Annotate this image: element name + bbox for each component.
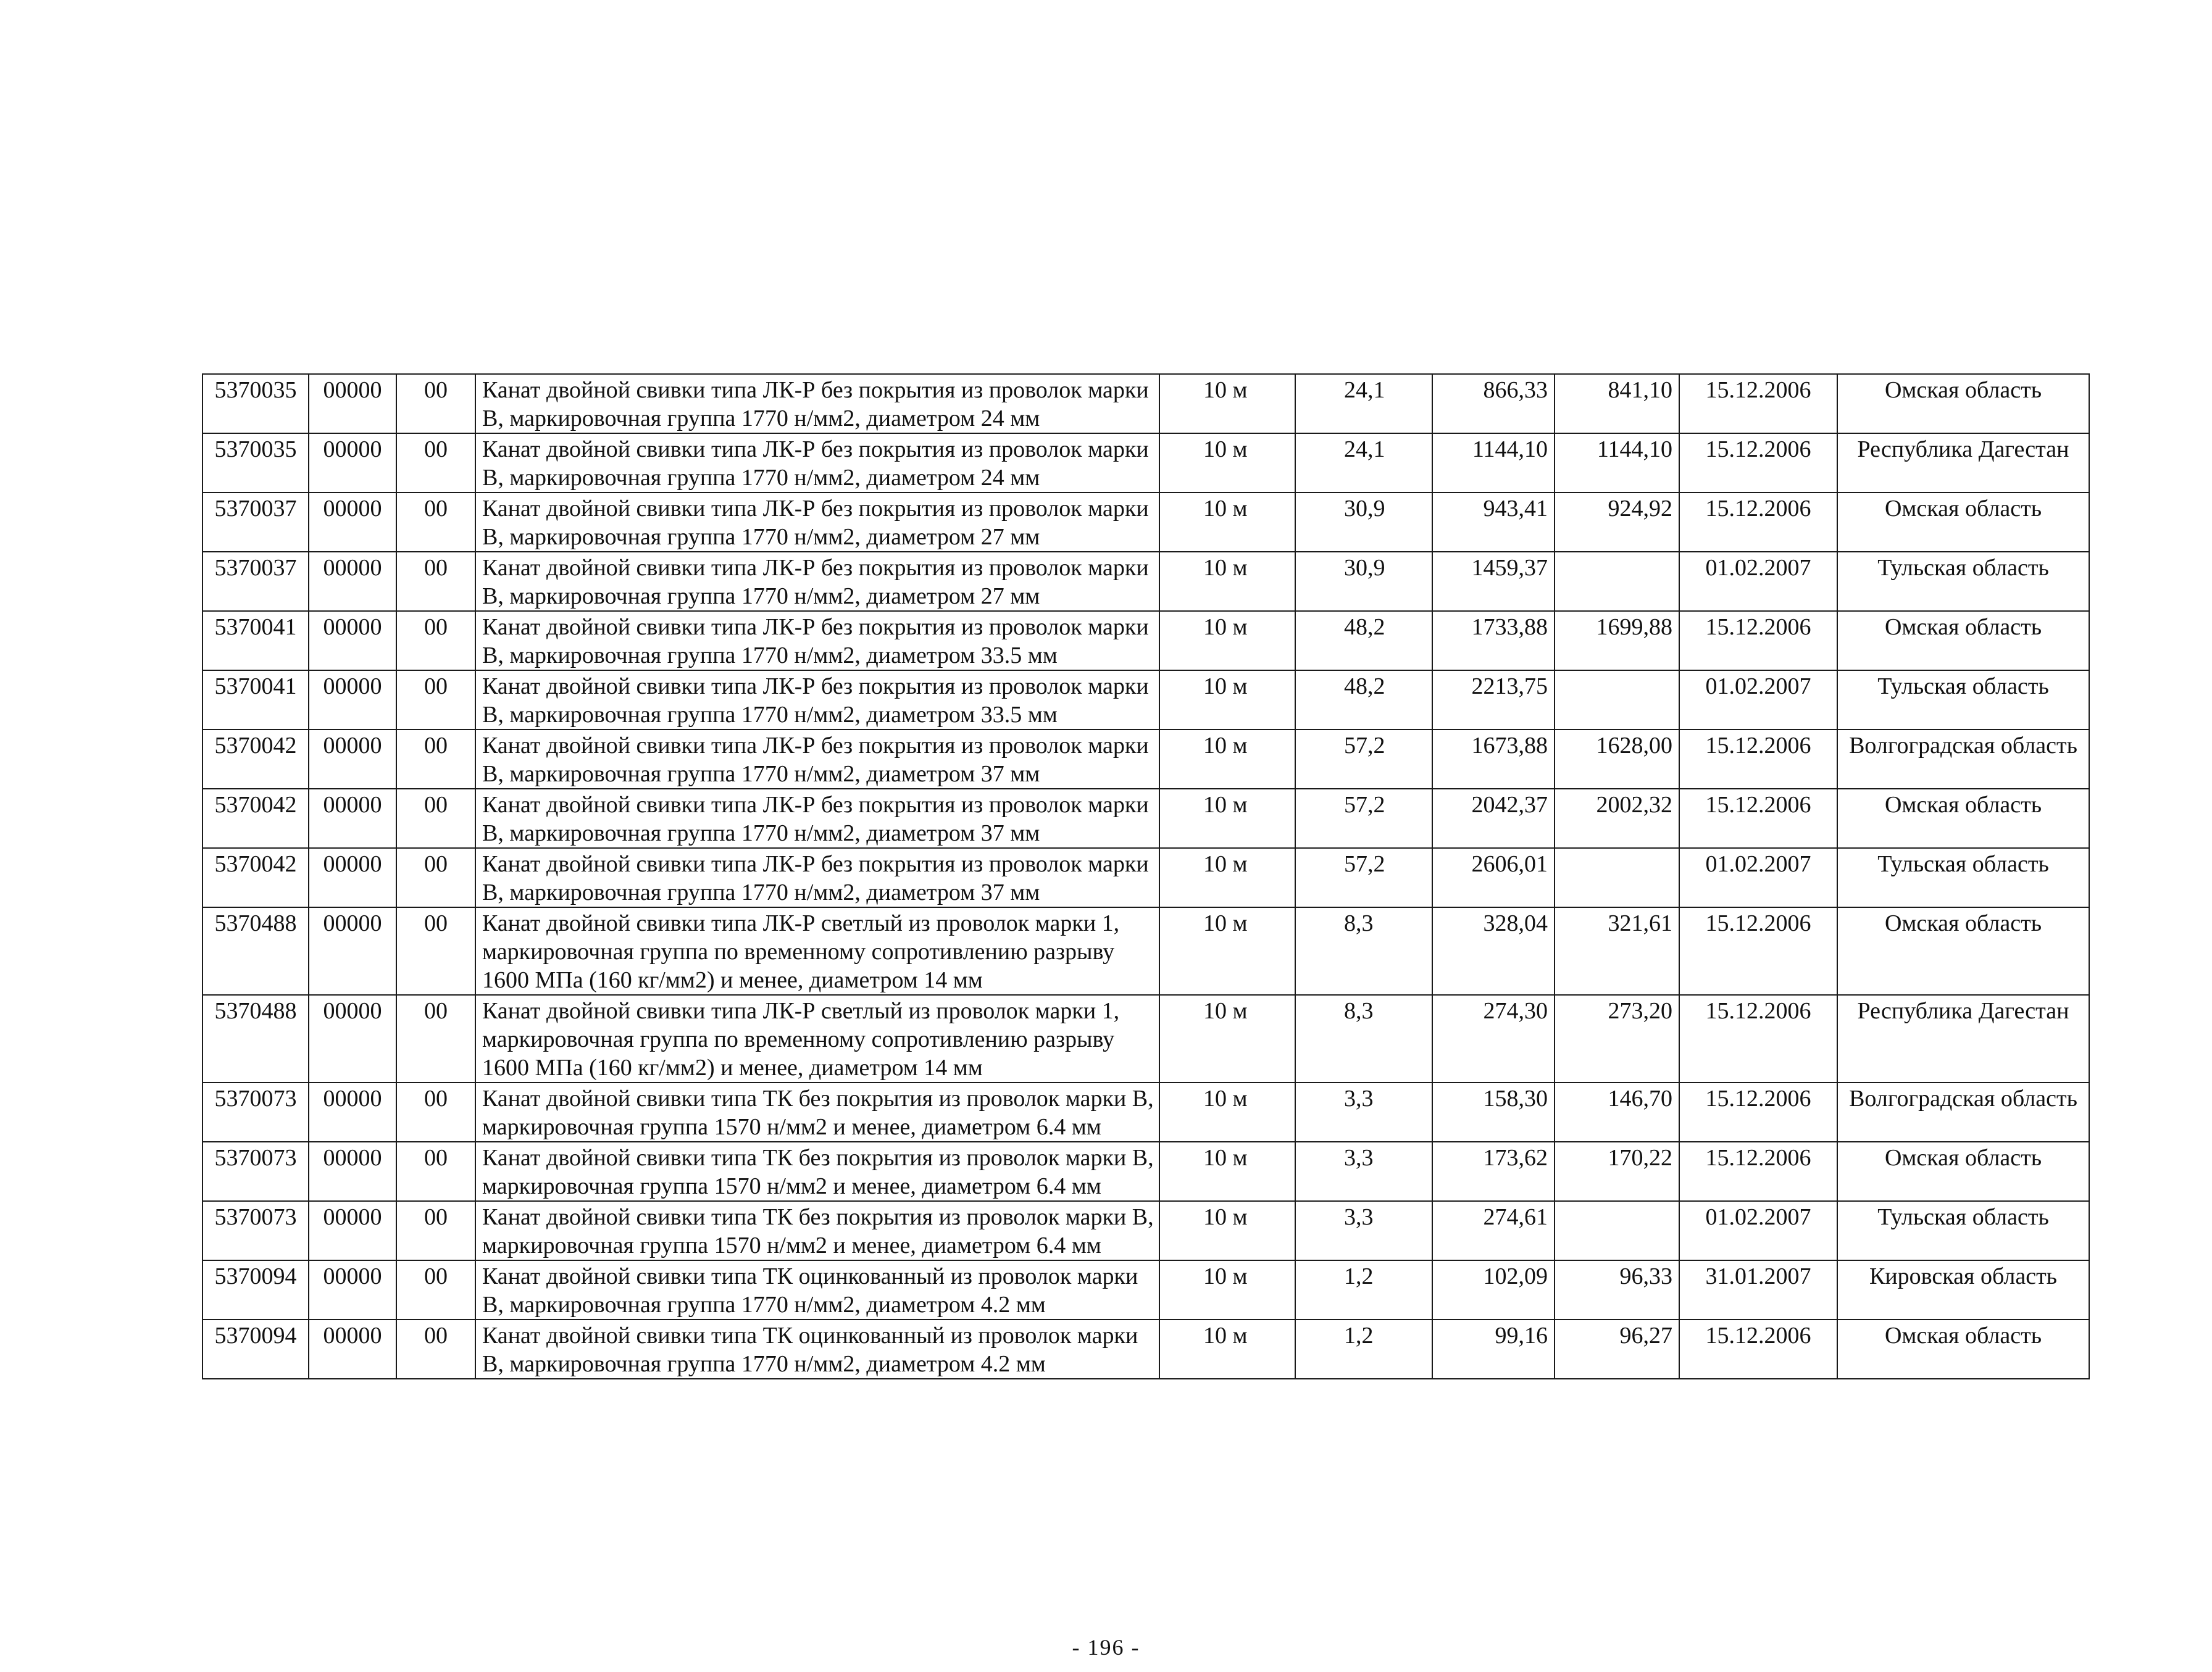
product-code-cell: 5370073 <box>202 1201 309 1260</box>
price-alt-cell: 2002,32 <box>1555 789 1679 848</box>
price-table <box>202 373 2090 1379</box>
product-code-cell: 5370073 <box>202 1142 309 1201</box>
table-row <box>202 493 2089 552</box>
subcode-cell: 00000 <box>309 1083 396 1142</box>
region-cell: Омская область <box>1837 1142 2089 1201</box>
description-cell: Канат двойной свивки типа ТК без покрытия из проволок марки В, маркировочная группа 1570 н/мм2 и менее, диаметром 6.4 мм <box>475 1083 1159 1142</box>
date-cell: 15.12.2006 <box>1679 611 1837 670</box>
subcode-cell: 00000 <box>309 552 396 611</box>
price-alt-cell: 170,22 <box>1555 1142 1679 1201</box>
subcode-cell: 00000 <box>309 789 396 848</box>
price-alt-cell <box>1555 670 1679 730</box>
page-number: - 196 - <box>1072 1635 1140 1660</box>
region-cell: Омская область <box>1837 789 2089 848</box>
unit-cell: 10 м <box>1159 1320 1295 1379</box>
subcode-cell: 00000 <box>309 1201 396 1260</box>
description-cell: Канат двойной свивки типа ЛК-Р без покрытия из проволок марки В, маркировочная группа 1770 н/мм2, диаметром 27 мм <box>475 493 1159 552</box>
unit-cell: 10 м <box>1159 1142 1295 1201</box>
price-alt-cell <box>1555 848 1679 907</box>
region-cell: Республика Дагестан <box>1837 995 2089 1083</box>
subcode-cell: 00000 <box>309 848 396 907</box>
table-row <box>202 552 2089 611</box>
region-cell: Тульская область <box>1837 552 2089 611</box>
price-cell: 158,30 <box>1432 1083 1555 1142</box>
price-alt-cell: 924,92 <box>1555 493 1679 552</box>
variant-cell: 00 <box>396 1201 475 1260</box>
price-cell: 2606,01 <box>1432 848 1555 907</box>
price-cell: 1733,88 <box>1432 611 1555 670</box>
variant-cell: 00 <box>396 1260 475 1320</box>
subcode-cell: 00000 <box>309 1320 396 1379</box>
subcode-cell: 00000 <box>309 433 396 493</box>
region-cell: Омская область <box>1837 493 2089 552</box>
table-row <box>202 907 2089 995</box>
date-cell: 15.12.2006 <box>1679 730 1837 789</box>
variant-cell: 00 <box>396 789 475 848</box>
unit-cell: 10 м <box>1159 848 1295 907</box>
unit-cell: 10 м <box>1159 552 1295 611</box>
date-cell: 15.12.2006 <box>1679 995 1837 1083</box>
price-cell: 328,04 <box>1432 907 1555 995</box>
product-code-cell: 5370094 <box>202 1260 309 1320</box>
date-cell: 15.12.2006 <box>1679 1142 1837 1201</box>
price-alt-cell: 273,20 <box>1555 995 1679 1083</box>
description-cell: Канат двойной свивки типа ТК оцинкованный из проволок марки В, маркировочная группа 1770 н/мм2, диаметром 4.2 мм <box>475 1320 1159 1379</box>
product-code-cell: 5370488 <box>202 995 309 1083</box>
product-code-cell: 5370035 <box>202 374 309 433</box>
unit-cell: 10 м <box>1159 611 1295 670</box>
price-alt-cell: 841,10 <box>1555 374 1679 433</box>
product-code-cell: 5370041 <box>202 611 309 670</box>
description-cell: Канат двойной свивки типа ЛК-Р без покрытия из проволок марки В, маркировочная группа 1770 н/мм2, диаметром 37 мм <box>475 848 1159 907</box>
weight-cell: 3,3 <box>1295 1142 1432 1201</box>
weight-cell: 8,3 <box>1295 995 1432 1083</box>
variant-cell: 00 <box>396 848 475 907</box>
subcode-cell: 00000 <box>309 1142 396 1201</box>
product-code-cell: 5370488 <box>202 907 309 995</box>
table-row <box>202 1083 2089 1142</box>
unit-cell: 10 м <box>1159 433 1295 493</box>
description-cell: Канат двойной свивки типа ЛК-Р без покрытия из проволок марки В, маркировочная группа 1770 н/мм2, диаметром 33.5 мм <box>475 611 1159 670</box>
table-row <box>202 995 2089 1083</box>
variant-cell: 00 <box>396 1083 475 1142</box>
price-alt-cell: 96,33 <box>1555 1260 1679 1320</box>
unit-cell: 10 м <box>1159 1201 1295 1260</box>
unit-cell: 10 м <box>1159 789 1295 848</box>
subcode-cell: 00000 <box>309 1260 396 1320</box>
product-code-cell: 5370042 <box>202 789 309 848</box>
weight-cell: 57,2 <box>1295 789 1432 848</box>
description-cell: Канат двойной свивки типа ЛК-Р без покрытия из проволок марки В, маркировочная группа 1770 н/мм2, диаметром 37 мм <box>475 789 1159 848</box>
description-cell: Канат двойной свивки типа ТК оцинкованный из проволок марки В, маркировочная группа 1770 н/мм2, диаметром 4.2 мм <box>475 1260 1159 1320</box>
region-cell: Республика Дагестан <box>1837 433 2089 493</box>
table-row <box>202 670 2089 730</box>
variant-cell: 00 <box>396 907 475 995</box>
region-cell: Омская область <box>1837 1320 2089 1379</box>
description-cell: Канат двойной свивки типа ТК без покрытия из проволок марки В, маркировочная группа 1570 н/мм2 и менее, диаметром 6.4 мм <box>475 1142 1159 1201</box>
unit-cell: 10 м <box>1159 730 1295 789</box>
weight-cell: 30,9 <box>1295 493 1432 552</box>
region-cell: Омская область <box>1837 374 2089 433</box>
product-code-cell: 5370094 <box>202 1320 309 1379</box>
region-cell: Омская область <box>1837 611 2089 670</box>
date-cell: 15.12.2006 <box>1679 789 1837 848</box>
price-alt-cell: 1628,00 <box>1555 730 1679 789</box>
table-row <box>202 1142 2089 1201</box>
variant-cell: 00 <box>396 552 475 611</box>
date-cell: 15.12.2006 <box>1679 1320 1837 1379</box>
product-code-cell: 5370042 <box>202 848 309 907</box>
region-cell: Волгоградская область <box>1837 1083 2089 1142</box>
date-cell: 01.02.2007 <box>1679 1201 1837 1260</box>
product-code-cell: 5370037 <box>202 493 309 552</box>
weight-cell: 48,2 <box>1295 670 1432 730</box>
description-cell: Канат двойной свивки типа ЛК-Р без покрытия из проволок марки В, маркировочная группа 1770 н/мм2, диаметром 24 мм <box>475 433 1159 493</box>
unit-cell: 10 м <box>1159 907 1295 995</box>
table-row <box>202 1201 2089 1260</box>
date-cell: 01.02.2007 <box>1679 670 1837 730</box>
price-cell: 173,62 <box>1432 1142 1555 1201</box>
date-cell: 01.02.2007 <box>1679 848 1837 907</box>
weight-cell: 57,2 <box>1295 730 1432 789</box>
weight-cell: 57,2 <box>1295 848 1432 907</box>
weight-cell: 48,2 <box>1295 611 1432 670</box>
description-cell: Канат двойной свивки типа ЛК-Р без покрытия из проволок марки В, маркировочная группа 1770 н/мм2, диаметром 24 мм <box>475 374 1159 433</box>
price-cell: 274,30 <box>1432 995 1555 1083</box>
date-cell: 15.12.2006 <box>1679 907 1837 995</box>
unit-cell: 10 м <box>1159 1083 1295 1142</box>
price-cell: 1144,10 <box>1432 433 1555 493</box>
price-cell: 943,41 <box>1432 493 1555 552</box>
variant-cell: 00 <box>396 995 475 1083</box>
weight-cell: 3,3 <box>1295 1083 1432 1142</box>
table-row <box>202 1260 2089 1320</box>
weight-cell: 8,3 <box>1295 907 1432 995</box>
subcode-cell: 00000 <box>309 730 396 789</box>
weight-cell: 3,3 <box>1295 1201 1432 1260</box>
subcode-cell: 00000 <box>309 374 396 433</box>
product-code-cell: 5370037 <box>202 552 309 611</box>
unit-cell: 10 м <box>1159 493 1295 552</box>
price-cell: 99,16 <box>1432 1320 1555 1379</box>
price-cell: 274,61 <box>1432 1201 1555 1260</box>
unit-cell: 10 м <box>1159 374 1295 433</box>
description-cell: Канат двойной свивки типа ЛК-Р без покрытия из проволок марки В, маркировочная группа 1770 н/мм2, диаметром 27 мм <box>475 552 1159 611</box>
product-code-cell: 5370041 <box>202 670 309 730</box>
weight-cell: 24,1 <box>1295 374 1432 433</box>
product-code-cell: 5370035 <box>202 433 309 493</box>
subcode-cell: 00000 <box>309 670 396 730</box>
description-cell: Канат двойной свивки типа ЛК-Р светлый из проволок марки 1, маркировочная группа по временному сопротивлению разрыву 1600 МПа (160 кг/мм2) и менее, диаметром 14 мм <box>475 995 1159 1083</box>
price-alt-cell: 146,70 <box>1555 1083 1679 1142</box>
region-cell: Тульская область <box>1837 670 2089 730</box>
variant-cell: 00 <box>396 1142 475 1201</box>
table-row <box>202 730 2089 789</box>
subcode-cell: 00000 <box>309 907 396 995</box>
date-cell: 31.01.2007 <box>1679 1260 1837 1320</box>
price-alt-cell: 321,61 <box>1555 907 1679 995</box>
variant-cell: 00 <box>396 730 475 789</box>
description-cell: Канат двойной свивки типа ЛК-Р светлый из проволок марки 1, маркировочная группа по временному сопротивлению разрыву 1600 МПа (160 кг/мм2) и менее, диаметром 14 мм <box>475 907 1159 995</box>
description-cell: Канат двойной свивки типа ЛК-Р без покрытия из проволок марки В, маркировочная группа 1770 н/мм2, диаметром 37 мм <box>475 730 1159 789</box>
table-row <box>202 374 2089 433</box>
variant-cell: 00 <box>396 670 475 730</box>
weight-cell: 1,2 <box>1295 1260 1432 1320</box>
table-row <box>202 1320 2089 1379</box>
region-cell: Тульская область <box>1837 848 2089 907</box>
subcode-cell: 00000 <box>309 611 396 670</box>
price-cell: 2213,75 <box>1432 670 1555 730</box>
table-body <box>202 374 2089 1379</box>
date-cell: 15.12.2006 <box>1679 433 1837 493</box>
description-cell: Канат двойной свивки типа ТК без покрытия из проволок марки В, маркировочная группа 1570 н/мм2 и менее, диаметром 6.4 мм <box>475 1201 1159 1260</box>
weight-cell: 1,2 <box>1295 1320 1432 1379</box>
unit-cell: 10 м <box>1159 670 1295 730</box>
table-row <box>202 433 2089 493</box>
date-cell: 15.12.2006 <box>1679 493 1837 552</box>
variant-cell: 00 <box>396 611 475 670</box>
price-alt-cell: 1144,10 <box>1555 433 1679 493</box>
variant-cell: 00 <box>396 433 475 493</box>
table-row <box>202 789 2089 848</box>
variant-cell: 00 <box>396 493 475 552</box>
price-cell: 1459,37 <box>1432 552 1555 611</box>
region-cell: Омская область <box>1837 907 2089 995</box>
subcode-cell: 00000 <box>309 493 396 552</box>
unit-cell: 10 м <box>1159 1260 1295 1320</box>
price-alt-cell <box>1555 1201 1679 1260</box>
product-code-cell: 5370042 <box>202 730 309 789</box>
price-cell: 1673,88 <box>1432 730 1555 789</box>
description-cell: Канат двойной свивки типа ЛК-Р без покрытия из проволок марки В, маркировочная группа 1770 н/мм2, диаметром 33.5 мм <box>475 670 1159 730</box>
date-cell: 01.02.2007 <box>1679 552 1837 611</box>
weight-cell: 30,9 <box>1295 552 1432 611</box>
region-cell: Кировская область <box>1837 1260 2089 1320</box>
region-cell: Волгоградская область <box>1837 730 2089 789</box>
date-cell: 15.12.2006 <box>1679 1083 1837 1142</box>
price-cell: 102,09 <box>1432 1260 1555 1320</box>
unit-cell: 10 м <box>1159 995 1295 1083</box>
table-row <box>202 611 2089 670</box>
subcode-cell: 00000 <box>309 995 396 1083</box>
variant-cell: 00 <box>396 374 475 433</box>
price-alt-cell: 1699,88 <box>1555 611 1679 670</box>
variant-cell: 00 <box>396 1320 475 1379</box>
weight-cell: 24,1 <box>1295 433 1432 493</box>
table-row <box>202 848 2089 907</box>
price-alt-cell <box>1555 552 1679 611</box>
product-code-cell: 5370073 <box>202 1083 309 1142</box>
date-cell: 15.12.2006 <box>1679 374 1837 433</box>
region-cell: Тульская область <box>1837 1201 2089 1260</box>
price-cell: 866,33 <box>1432 374 1555 433</box>
price-alt-cell: 96,27 <box>1555 1320 1679 1379</box>
price-cell: 2042,37 <box>1432 789 1555 848</box>
